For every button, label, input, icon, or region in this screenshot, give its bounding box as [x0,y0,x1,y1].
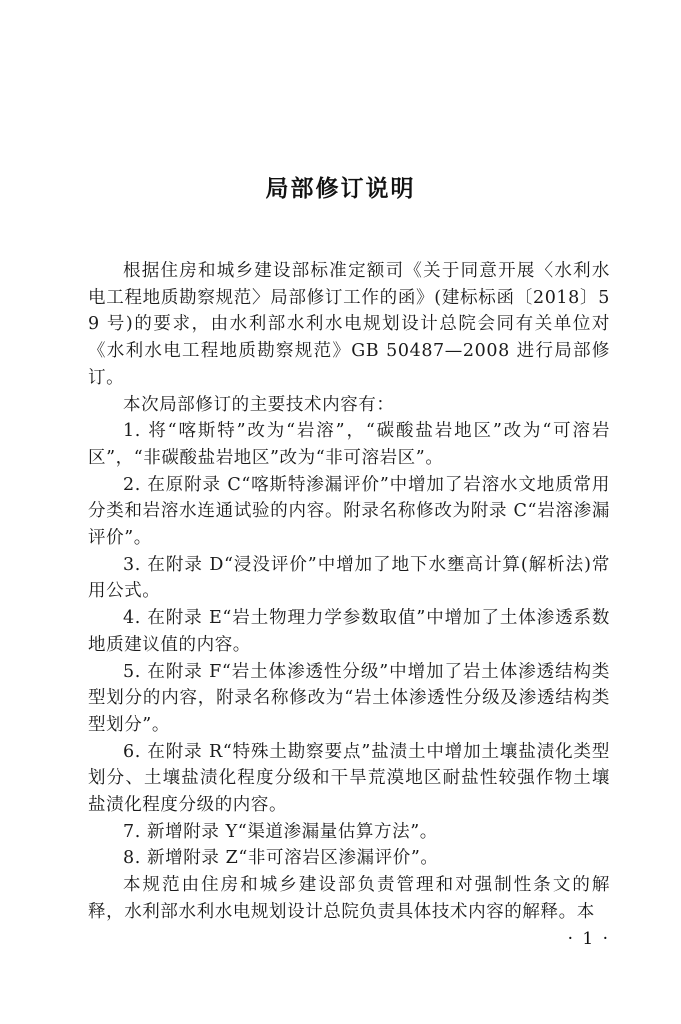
paragraph-item-8: 8. 新增附录 Z“非可溶岩区渗漏评价”。 [123,848,439,869]
paragraph-intro: 根据住房和城乡建设部标准定额司《关于同意开展〈水利水电工程地质勘察规范〉局部修订工作的函》(建标标函〔2018〕59 号)的要求，由水利部水利水电规划设计总院会同有关单位对《水利水电工程地质勘察规范》GB 50487—2008 进行局部修订。 [88,261,610,388]
paragraph-item-7: 7. 新增附录 Y“渠道渗漏量估算方法”。 [123,821,438,842]
paragraph-item-4: 4. 在附录 E“岩土物理力学参数取值”中增加了土体渗透系数地质建议值的内容。 [88,608,610,655]
paragraph-item-2: 2. 在原附录 C“喀斯特渗漏评价”中增加了岩溶水文地质常用分类和岩溶水连通试验的内容。附录名称修改为附录 C“岩溶渗漏评价”。 [88,474,610,549]
paragraph-management: 本规范由住房和城乡建设部负责管理和对强制性条文的解释，水利部水利水电规划设计总院负责具体技术内容的解释。本 [88,875,610,922]
paragraph-item-5: 5. 在附录 F“岩土体渗透性分级”中增加了岩土体渗透结构类型划分的内容，附录名称修改为“岩土体渗透性分级及渗透结构类型划分”。 [88,661,610,735]
body-text [88,258,610,926]
paragraph-item-6: 6. 在附录 R“特殊土勘察要点”盐渍土中增加土壤盐渍化类型划分、土壤盐渍化程度分级和干旱荒漠地区耐盐性较强作物土壤盐渍化程度分级的内容。 [88,741,610,816]
paragraph-item-3: 3. 在附录 D“浸没评价”中增加了地下水壅高计算(解析法)常用公式。 [88,554,610,602]
paragraph-summary-lead: 本次局部修订的主要技术内容有： [123,394,395,415]
paragraph-item-1: 1. 将“喀斯特”改为“岩溶”，“碳酸盐岩地区”改为“可溶岩区”，“非碳酸盐岩地区”改为“非可溶岩区”。 [88,421,610,468]
page-number: · 1 · [567,929,610,949]
page-title: 局部修订说明 [265,176,416,202]
